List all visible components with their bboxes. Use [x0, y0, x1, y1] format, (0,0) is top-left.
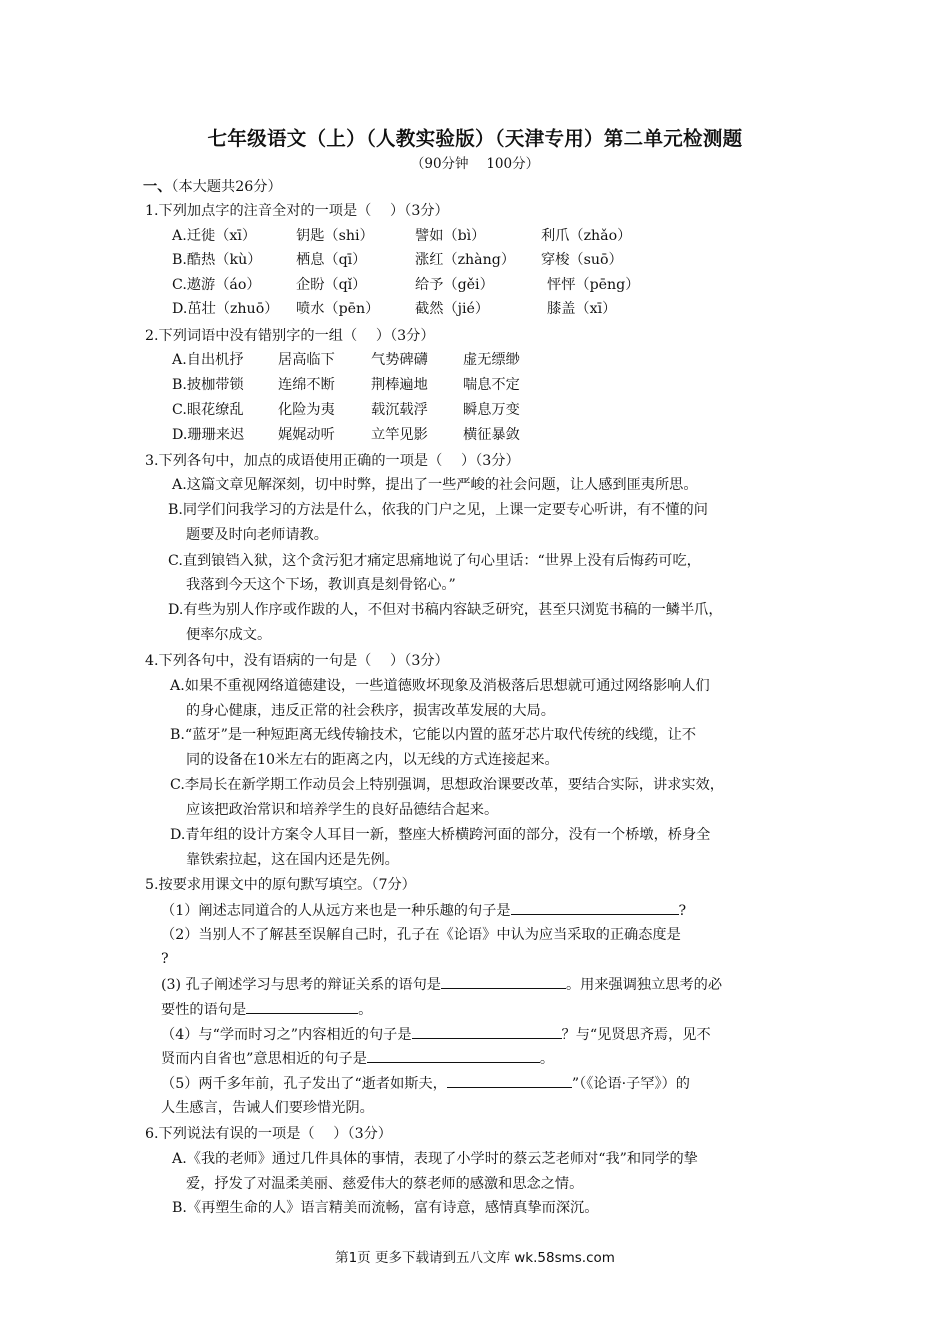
- q5-item-2-cont: ?: [161, 951, 169, 967]
- q4-option-b-cont: 同的设备在10米左右的距离之内，以无线的方式连接起来。: [186, 752, 559, 768]
- q6-option-a: A.《我的老师》通过几件具体的事情，表现了小学时的蔡云芝老师对“我”和同学的挚: [172, 1151, 698, 1167]
- q1-option-b: B.酷热（kù） 栖息（qī） 涨红（zhàng） 穿梭（suō）: [172, 252, 623, 268]
- question-4-stem: 4.下列各句中，没有语病的一句是（ ）（3分）: [145, 653, 449, 669]
- q1-option-c: C.遨游（áo） 企盼（qǐ） 给予（gěi） 怦怦（pēng）: [172, 277, 640, 293]
- q5-item-5: （5）两千多年前，孔子发出了“逝者如斯夫， ”（《论语·子罕》）的: [161, 1073, 690, 1094]
- q1-option-a: A.迁徙（xī） 钥匙（shi） 譬如（bì） 利爪（zhǎo）: [172, 228, 632, 244]
- q3-option-d: D.有些为别人作序或作跋的人，不但对书稿内容缺乏研究，甚至只浏览书稿的一鳞半爪，: [168, 602, 723, 618]
- q3-option-b: B.同学们问我学习的方法是什么，依我的门户之见，上课一定要专心听讲，有不懂的问: [168, 502, 708, 518]
- q4-option-d-cont: 靠铁索拉起，这在国内还是先例。: [186, 852, 399, 868]
- q3-option-c-cont: 我落到今天这个下场，教训真是刻骨铭心。”: [186, 577, 456, 593]
- q5-item-2: （2）当别人不了解甚至误解自己时，孔子在《论语》中认为应当采取的正确态度是: [161, 927, 681, 943]
- q3-option-d-cont: 便率尔成文。: [186, 627, 272, 643]
- question-6-stem: 6.下列说法有误的一项是（ ）（3分）: [145, 1126, 392, 1142]
- q5-item-4: （4）与“学而时习之”内容相近的句子是 ？与“见贤思齐焉，见不: [161, 1024, 711, 1045]
- q6-option-a-cont: 爱，抒发了对温柔美丽、慈爱伟大的蔡老师的感激和思念之情。: [186, 1176, 584, 1192]
- question-3-stem: 3.下列各句中，加点的成语使用正确的一项是（ ）（3分）: [145, 453, 520, 469]
- section-heading: 一、（本大题共26分）: [143, 179, 282, 195]
- page-title: 七年级语文（上）（人教实验版）（天津专用）第二单元检测题: [207, 127, 743, 150]
- question-2-stem: 2.下列词语中没有错别字的一组（ ）（3分）: [145, 328, 435, 344]
- q3-option-b-cont: 题要及时向老师请教。: [186, 527, 328, 543]
- q2-option-a: A.自出机抒 居高临下 气势碑礴 虚无缥缈: [172, 352, 520, 368]
- q4-option-a: A.如果不重视网络道德建设，一些道德败坏现象及消极落后思想就可通过网络影响人们: [170, 678, 710, 694]
- q1-option-d: D.茁壮（zhuō） 喷水（pēn） 截然（jié） 膝盖（xī）: [172, 301, 617, 317]
- q4-option-a-cont: 的身心健康，违反正常的社会秩序，损害改革发展的大局。: [186, 703, 555, 719]
- question-5-stem: 5.按要求用课文中的原句默写填空。（7分）: [145, 877, 416, 893]
- q5-item-5-cont: 人生感言，告诫人们要珍惜光阴。: [161, 1100, 374, 1116]
- exam-duration-score: （90分钟 100分）: [410, 156, 540, 172]
- page-footer: 第1页 更多下载请到五八文库 wk.58sms.com: [335, 1250, 615, 1266]
- q2-option-b: B.披枷带锁 连绵不断 荆棒遍地 喘息不定: [172, 377, 520, 393]
- q5-item-3-cont: 要性的语句是 。: [161, 999, 372, 1020]
- q2-option-d: D.珊珊来迟 娓娓动听 立竿见影 横征暴敛: [172, 427, 520, 443]
- q4-option-c: C.李局长在新学期工作动员会上特别强调，思想政治课要改革，要结合实际，讲求实效，: [170, 777, 724, 793]
- q3-option-c: C.直到锒铛入狱，这个贪污犯才痛定思痛地说了句心里话：“世界上没有后悔药可吃，: [168, 553, 701, 569]
- q4-option-c-cont: 应该把政治常识和培养学生的良好品德结合起来。: [186, 802, 499, 818]
- question-1-stem: 1.下列加点字的注音全对的一项是（ ）（3分）: [145, 203, 449, 219]
- q3-option-a: A.这篇文章见解深刻，切中时弊，提出了一些严峻的社会问题，让人感到匪夷所思。: [172, 477, 698, 493]
- q5-item-1: （1）阐述志同道合的人从远方来也是一种乐趣的句子是 ?: [161, 900, 686, 921]
- q5-item-3: (3) 孔子阐述学习与思考的辩证关系的语句是 。用来强调独立思考的必: [161, 974, 722, 995]
- q4-option-d: D.青年组的设计方案令人耳目一新，整座大桥横跨河面的部分，没有一个桥墩，桥身全: [170, 827, 711, 843]
- q6-option-b: B.《再塑生命的人》语言精美而流畅，富有诗意，感情真挚而深沉。: [172, 1200, 599, 1216]
- q4-option-b: B.“蓝牙”是一种短距离无线传输技术，它能以内置的蓝牙芯片取代传统的线缆，让不: [170, 727, 697, 743]
- q5-item-4-cont: 贤而内自省也”意思相近的句子是 。: [161, 1048, 554, 1069]
- q2-option-c: C.眼花缭乱 化险为夷 载沉载浮 瞬息万变: [172, 402, 520, 418]
